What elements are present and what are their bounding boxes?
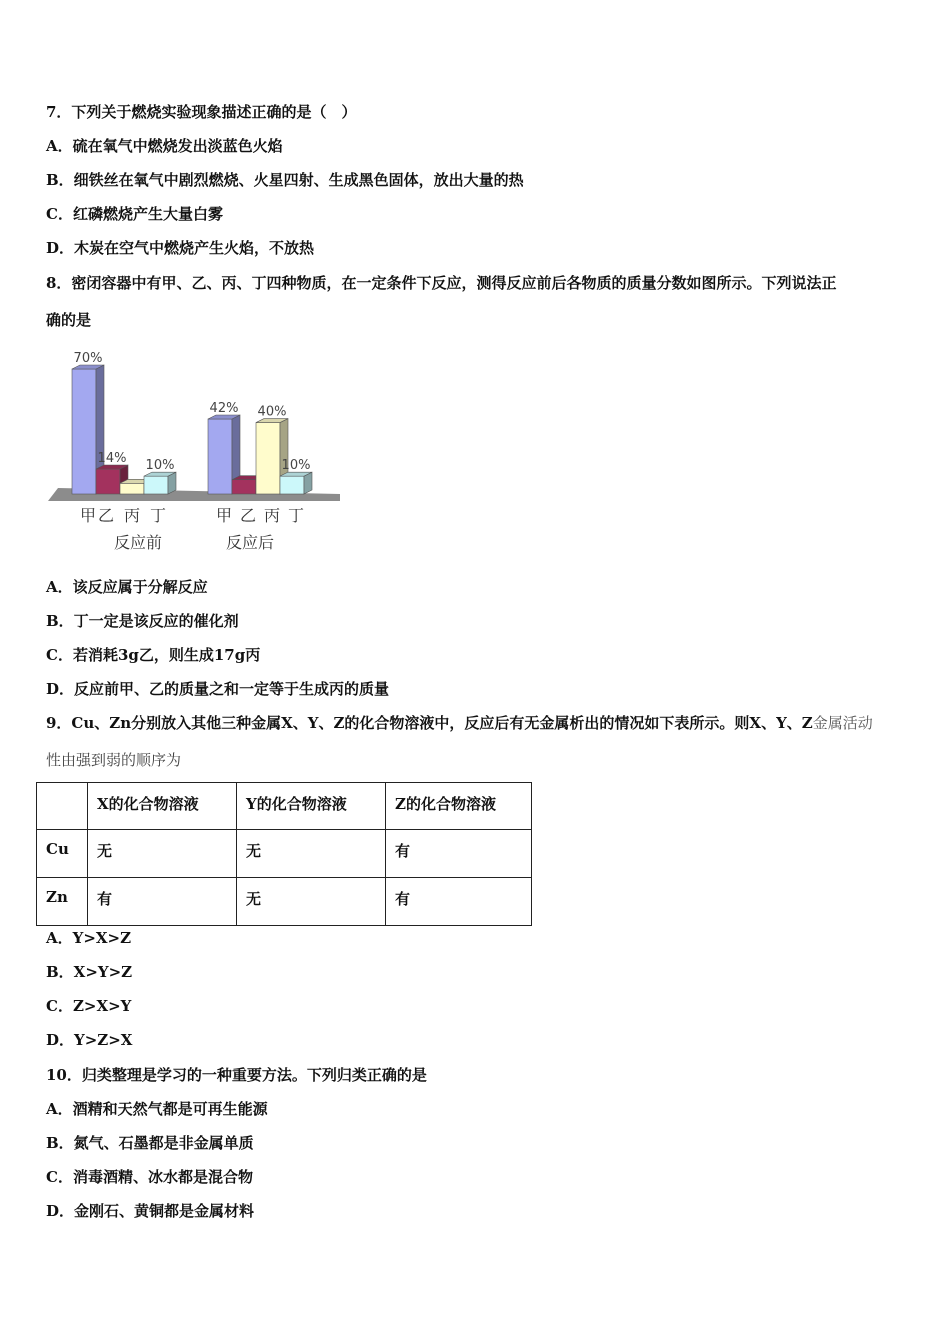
q7-option-d: D．木炭在空气中燃烧产生火焰，不放热 xyxy=(46,239,315,257)
category-label: 甲 xyxy=(79,506,97,525)
q10-option-a: A．酒精和天然气都是可再生能源 xyxy=(46,1100,268,1118)
bar-front xyxy=(232,480,256,494)
table-cell: 有 xyxy=(386,878,532,926)
table-header-cell: X的化合物溶液 xyxy=(88,783,237,830)
category-label: 丙 xyxy=(263,506,281,525)
group-caption: 反应前 xyxy=(113,533,163,552)
table-cell: 有 xyxy=(88,878,237,926)
table-row xyxy=(37,830,532,878)
table-header-cell xyxy=(37,783,88,830)
q9-option-c: C．Z>X>Y xyxy=(46,997,132,1015)
bar-value-label: 10% xyxy=(281,458,311,474)
bar-value-label: 40% xyxy=(257,404,287,420)
category-label: 甲 xyxy=(215,506,233,525)
bar-front xyxy=(280,476,304,494)
q7-option-b: B．细铁丝在氧气中剧烈燃烧、火星四射、生成黑色固体，放出大量的热 xyxy=(46,171,524,189)
bar-front xyxy=(120,483,144,494)
q8-option-d: D．反应前甲、乙的质量之和一定等于生成丙的质量 xyxy=(46,680,390,698)
table-header-cell: Z的化合物溶液 xyxy=(386,783,532,830)
table-cell: Zn xyxy=(37,878,88,926)
bar-front xyxy=(72,369,96,494)
bar-front xyxy=(144,476,168,494)
q7-option-a: A．硫在氧气中燃烧发出淡蓝色火焰 xyxy=(46,137,283,155)
category-label: 丁 xyxy=(287,506,305,525)
chart-bars xyxy=(72,365,312,494)
chart-axis-labels xyxy=(80,506,304,552)
q8-stem-line1: 8．密闭容器中有甲、乙、丙、丁四种物质，在一定条件下反应，测得反应前后各物质的质量分数如图所示。下列说法正 xyxy=(46,274,837,292)
q7-stem: 7．下列关于燃烧实验现象描述正确的是（ ） xyxy=(46,103,357,121)
category-label: 乙 xyxy=(97,506,115,525)
q9-stem-line2: 性由强到弱的顺序为 xyxy=(46,751,182,769)
bar-value-label: 14% xyxy=(97,451,127,466)
bar-value-label: 42% xyxy=(209,401,239,416)
q7-option-c: C．红磷燃烧产生大量白雾 xyxy=(46,205,223,223)
q8-stem-line2: 确的是 xyxy=(46,311,92,329)
q9-option-a: A．Y>X>Z xyxy=(46,929,132,947)
table-cell: 无 xyxy=(237,830,386,878)
bar-0-3 xyxy=(144,472,176,494)
bar-value-label: 10% xyxy=(145,458,175,474)
table-row xyxy=(37,878,532,926)
q10-option-d: D．金刚石、黄铜都是金属材料 xyxy=(46,1202,255,1220)
q10-option-b: B．氮气、石墨都是非金属单质 xyxy=(46,1134,254,1152)
q9-table xyxy=(36,782,532,926)
table-cell: 无 xyxy=(237,878,386,926)
table-cell: 无 xyxy=(88,830,237,878)
bar-value-label: 70% xyxy=(73,351,103,366)
category-label: 丙 xyxy=(123,506,141,525)
bar-front xyxy=(256,423,280,494)
q9-option-d: D．Y>Z>X xyxy=(46,1031,133,1049)
table-header-row xyxy=(37,783,532,830)
q8-option-b: B．丁一定是该反应的催化剂 xyxy=(46,612,239,630)
q10-stem: 10．归类整理是学习的一种重要方法。下列归类正确的是 xyxy=(46,1066,427,1084)
category-label: 乙 xyxy=(239,506,257,525)
bar-front xyxy=(96,469,120,494)
q10-option-c: C．消毒酒精、冰水都是混合物 xyxy=(46,1168,253,1186)
q9-option-b: B．X>Y>Z xyxy=(46,963,133,981)
q9-stem-bold: 9．Cu、Zn分别放入其他三种金属X、Y、Z的化合物溶液中，反应后有无金属析出的情况如下表所示。则X、Y、Z xyxy=(46,714,813,732)
bar-1-3 xyxy=(280,472,312,494)
bar-front xyxy=(208,419,232,494)
q9-stem-gray: 金属活动 xyxy=(812,714,873,732)
q9-stem-line1 xyxy=(46,713,873,733)
table-cell: 有 xyxy=(386,830,532,878)
q8-option-a: A．该反应属于分解反应 xyxy=(46,578,208,596)
group-caption: 反应后 xyxy=(225,533,275,552)
category-label: 丁 xyxy=(149,506,167,525)
table-cell: Cu xyxy=(37,830,88,878)
mass-fraction-bar-chart xyxy=(40,338,350,558)
q8-option-c: C．若消耗3g乙，则生成17g丙 xyxy=(46,646,261,664)
table-header-cell: Y的化合物溶液 xyxy=(237,783,386,830)
